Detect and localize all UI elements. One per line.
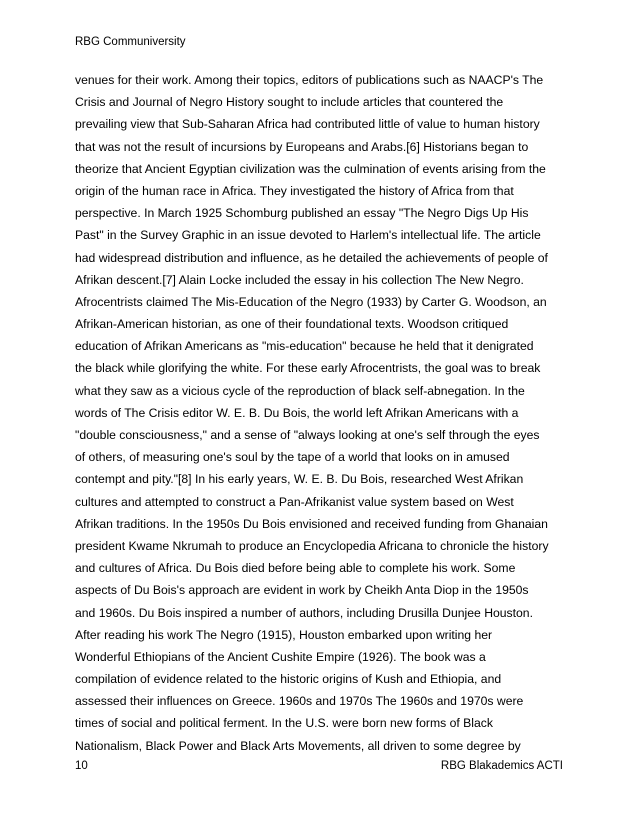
text-line: president Kwame Nkrumah to produce an Encyclopedia Africana to chronicle the history (75, 538, 549, 553)
text-line: that was not the result of incursions by Europeans and Arabs.[6] Historians began to (75, 139, 529, 154)
text-line: and cultures of Africa. Du Bois died before being able to complete his work. Some (75, 561, 516, 576)
text-line: Past" in the Survey Graphic in an issue devoted to Harlem's intellectual life. The article (75, 228, 541, 243)
body-text (75, 72, 565, 760)
text-line: prevailing view that Sub-Saharan Africa had contributed little of value to human history (75, 117, 540, 132)
text-line: contempt and pity."[8] In his early years, W. E. B. Du Bois, researched West Afrikan (75, 472, 524, 487)
text-line: education of Afrikan Americans as "mis-education" because he held that it denigrated (75, 339, 534, 354)
text-line: Afrikan-American historian, as one of their foundational texts. Woodson critiqued (75, 317, 509, 332)
text-line: Crisis and Journal of Negro History sought to include articles that countered the (75, 95, 504, 110)
text-line: "double consciousness," and a sense of "always looking at one's self through the eyes (75, 428, 540, 442)
text-line: had widespread distribution and influence, as he detailed the achievements of people of (75, 250, 548, 265)
footer-text: RBG Blakademics ACTI (440, 760, 563, 772)
text-line: perspective. In March 1925 Schomburg published an essay "The Negro Digs Up His (75, 206, 529, 221)
text-line: After reading his work The Negro (1915), Houston embarked upon writing her (75, 627, 493, 642)
text-line: of others, of measuring one's soul by the tape of a world that looks on in amused (75, 450, 510, 465)
text-line: Afrocentrists claimed The Mis-Education of the Negro (1933) by Carter G. Woodson, an (75, 294, 547, 309)
text-line: theorize that Ancient Egyptian civilization was the culmination of events arising from the (75, 161, 546, 176)
text-line: words of The Crisis editor W. E. B. Du Bois, the world left Afrikan Americans with a (75, 405, 519, 420)
text-line: Afrikan traditions. In the 1950s Du Bois envisioned and received funding from Ghanaian (75, 516, 548, 531)
text-line: Nationalism, Black Power and Black Arts Movements, all driven to some degree by (75, 738, 521, 753)
text-line: cultures and attempted to construct a Pan-Afrikanist value system based on West (75, 494, 514, 509)
page-number: 10 (75, 760, 88, 772)
text-line: the black while glorifying the white. For these early Afrocentrists, the goal was to break (75, 361, 541, 376)
text-line: origin of the human race in Africa. They investigated the history of Africa from that (75, 183, 514, 198)
text-line: times of social and political ferment. In the U.S. were born new forms of Black (75, 716, 493, 731)
text-line: and 1960s. Du Bois inspired a number of authors, including Drusilla Dunjee Houston. (75, 605, 533, 620)
page-header: RBG Communiversity (75, 36, 186, 48)
text-line: assessed their influences on Greece. 1960s and 1970s The 1960s and 1970s were (75, 694, 524, 709)
text-line: compilation of evidence related to the historic origins of Kush and Ethiopia, and (75, 672, 502, 687)
text-line: venues for their work. Among their topics, editors of publications such as NAACP's The (75, 73, 544, 87)
text-line: Afrikan descent.[7] Alain Locke included the essay in his collection The New Negro. (75, 272, 524, 287)
text-line: Wonderful Ethiopians of the Ancient Cushite Empire (1926). The book was a (75, 649, 486, 664)
text-line: aspects of Du Bois's approach are evident in work by Cheikh Anta Diop in the 1950s (75, 583, 529, 598)
text-line: what they saw as a vicious cycle of the reproduction of black self-abnegation. In the (75, 383, 525, 398)
